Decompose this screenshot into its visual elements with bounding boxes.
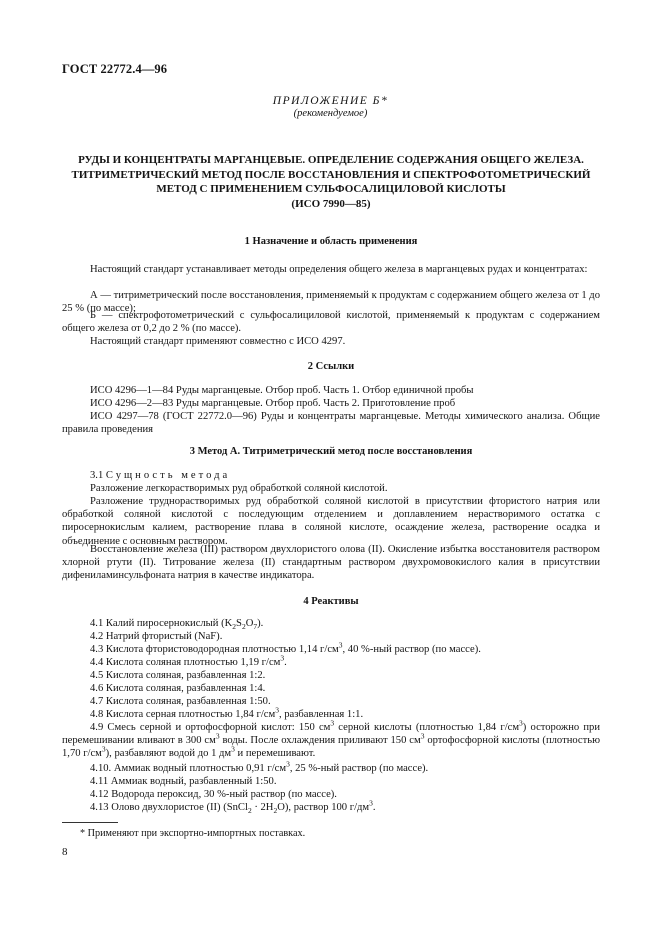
reagent-item: 4.8 Кислота серная плотностью 1,84 $г/см^3$, разбавленная 1:1. (90, 705, 364, 720)
document-title (62, 153, 600, 211)
section-1-paragraph: Настоящий стандарт устанавливает методы определения общего железа в марганцевых рудах и концентратах: (90, 264, 588, 275)
title-line: ТИТРИМЕТРИЧЕСКИЙ МЕТОД ПОСЛЕ ВОССТАНОВЛЕНИЯ И СПЕКТРОФОТОМЕТРИЧЕСКИЙ (71, 168, 591, 181)
reagent-item: 4.5 Кислота соляная, разбавленная 1:2. (90, 670, 266, 681)
section-3-paragraph: Разложение труднорастворимых руд обработкой соляной кислотой в присутствии фтористого натрия или обработкой соляной кислотой с последующим отделением и доплавлением нерастворимого остатка с пиросернокислым калием, растворение плава в соляной кислоте, осаждение железа, растворение осадка и объединение с основным раствором. (62, 496, 600, 547)
section-3-paragraph: Разложение легкорастворимых руд обработкой соляной кислотой. (90, 483, 388, 494)
reference-item: ИСО 4296—1—84 Руды марганцевые. Отбор проб. Часть 1. Отбор единичной пробы (90, 385, 474, 396)
section-1-paragraph: Настоящий стандарт применяют совместно с ИСО 4297. (90, 336, 346, 347)
standard-code: ГОСТ 22772.4—96 (62, 62, 168, 76)
subsection-number: 3.1 (90, 470, 104, 481)
section-1-paragraph: А — титриметрический после восстановления, применяемый к продуктам с содержанием общего железа от 1 до 25 % (по массе); (62, 290, 600, 315)
reagent-item: 4.13 Олово двухлористое (II) (SnCl$_2$ · $2H_2O$), раствор 100 $г/дм^3$. (90, 798, 376, 816)
page-number: 8 (62, 846, 68, 858)
title-line: (ИСО 7990—85) (291, 197, 371, 210)
reagent-item: 4.3 Кислота фтористоводородная плотностью 1,14 $г/см^3$, 40 %-ный раствор (по массе). (90, 640, 481, 655)
section-3-paragraph: Восстановление железа (III) раствором двухлористого олова (II). Окисление избытка восстановителя раствором хлорной ртути (II). Титрование железа (II) стандартным раствором двухромовокислого калия в присутствии дифениламинсульфоната натрия в качестве индикатора. (62, 544, 600, 582)
reference-item: ИСО 4297—78 (ГОСТ 22772.0—96) Руды и концентраты марганцевые. Методы химического анализа. Общие правила проведения (62, 411, 600, 436)
reagent-item: 4.12 Водорода пероксид, 30 %-ный раствор (по массе). (90, 789, 337, 800)
title-line: МЕТОД С ПРИМЕНЕНИЕМ СУЛЬФОСАЛИЦИЛОВОЙ КИСЛОТЫ (156, 183, 506, 195)
reagent-item: 4.11 Аммиак водный, разбавленный 1:50. (90, 776, 277, 787)
reagent-item: 4.1 Калий пиросернокислый $(K_2S_2O_7)$. (90, 618, 264, 632)
reagent-item: 4.2 Натрий фтористый (NaF). (90, 631, 223, 642)
appendix-note: (рекомендуемое) (293, 108, 368, 119)
reagent-item: 4.10. Аммиак водный плотностью 0,91 $г/см^3$, 25 %-ный раствор (по массе). (90, 759, 429, 774)
section-1-paragraph: Б — спектрофотометрический с сульфосалициловой кислотой, применяемый к продуктам с содержанием общего железа от 0,2 до 2 % (по массе). (62, 310, 600, 335)
subsection-3-1 (62, 469, 628, 482)
section-2-heading: 2 Ссылки (307, 361, 355, 372)
footnote-divider (62, 822, 118, 823)
section-3-heading: 3 Метод А. Титриметрический метод после восстановления (189, 446, 473, 457)
subsection-title: Сущность метода (105, 470, 231, 481)
reagent-item: 4.4 Кислота соляная плотностью 1,19 $г/см^3$. (90, 653, 287, 668)
reference-item: ИСО 4296—2—83 Руды марганцевые. Отбор проб. Часть 2. Приготовление проб (90, 398, 456, 409)
footnote: * Применяют при экспортно-импортных поставках. (80, 828, 306, 839)
appendix-title: ПРИЛОЖЕНИЕ Б* (272, 95, 389, 107)
section-4-heading: 4 Реактивы (303, 596, 359, 607)
section-1-heading: 1 Назначение и область применения (244, 236, 418, 247)
reagent-item: 4.9 Смесь серной и ортофосфорной кислот: 150 $см^3$ серной кислоты (плотностью 1,84 $г/см^3$) осторожно при перемешивании вливают в 300 $см^3$ воды. После охлаждения приливают 150 $см^3$ ортофосфорной кислоты (плотностью 1,70 $г/см^3$), разбавляют водой до 1 $дм^3$ и перемешивают. (62, 718, 601, 760)
title-line: РУДЫ И КОНЦЕНТРАТЫ МАРГАНЦЕВЫЕ. ОПРЕДЕЛЕНИЕ СОДЕРЖАНИЯ ОБЩЕГО ЖЕЛЕЗА. (78, 154, 584, 166)
reagent-item: 4.6 Кислота соляная, разбавленная 1:4. (90, 683, 266, 694)
reagent-item: 4.7 Кислота соляная, разбавленная 1:50. (90, 696, 271, 707)
